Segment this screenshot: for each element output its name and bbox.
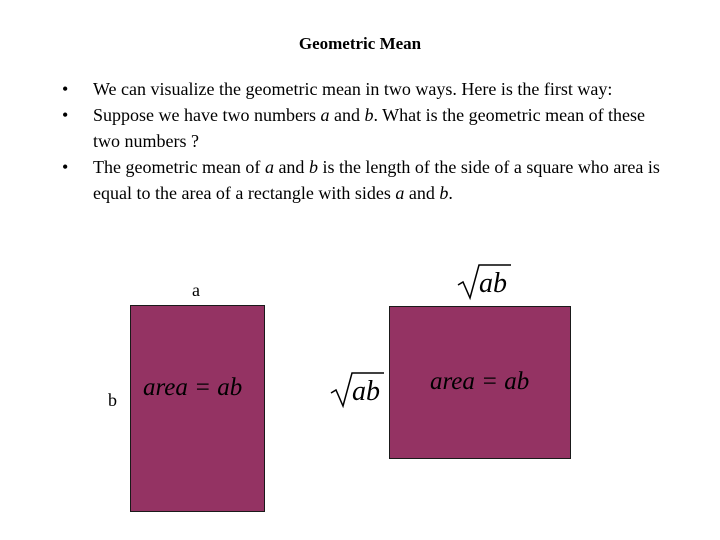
rectangle-area-label: area = ab <box>143 374 243 401</box>
square-top-sqrt-label: ab <box>457 262 513 302</box>
slide-title: Geometric Mean <box>298 34 422 53</box>
bullet-dot: • <box>62 79 69 99</box>
bullet-item: • We can visualize the geometric mean in two ways. Here is the first way: <box>62 76 672 102</box>
bullet-dot: • <box>62 157 69 177</box>
square-area-label: area = ab <box>430 368 530 395</box>
bullet-item: • Suppose we have two numbers a and b. What is the geometric mean of these two numbers ? <box>62 102 672 154</box>
rectangle-shape <box>130 305 265 512</box>
bullet-dot: • <box>62 105 69 125</box>
rectangle-side-label: b <box>108 390 117 410</box>
bullet-item: • The geometric mean of a and b is the length of the side of a square who area is equal to the area of a rectangle with sides a and b. <box>62 154 672 206</box>
rectangle-top-label: a <box>192 280 200 300</box>
bullet-list <box>62 76 672 206</box>
square-side-sqrt-label: ab <box>330 370 386 410</box>
